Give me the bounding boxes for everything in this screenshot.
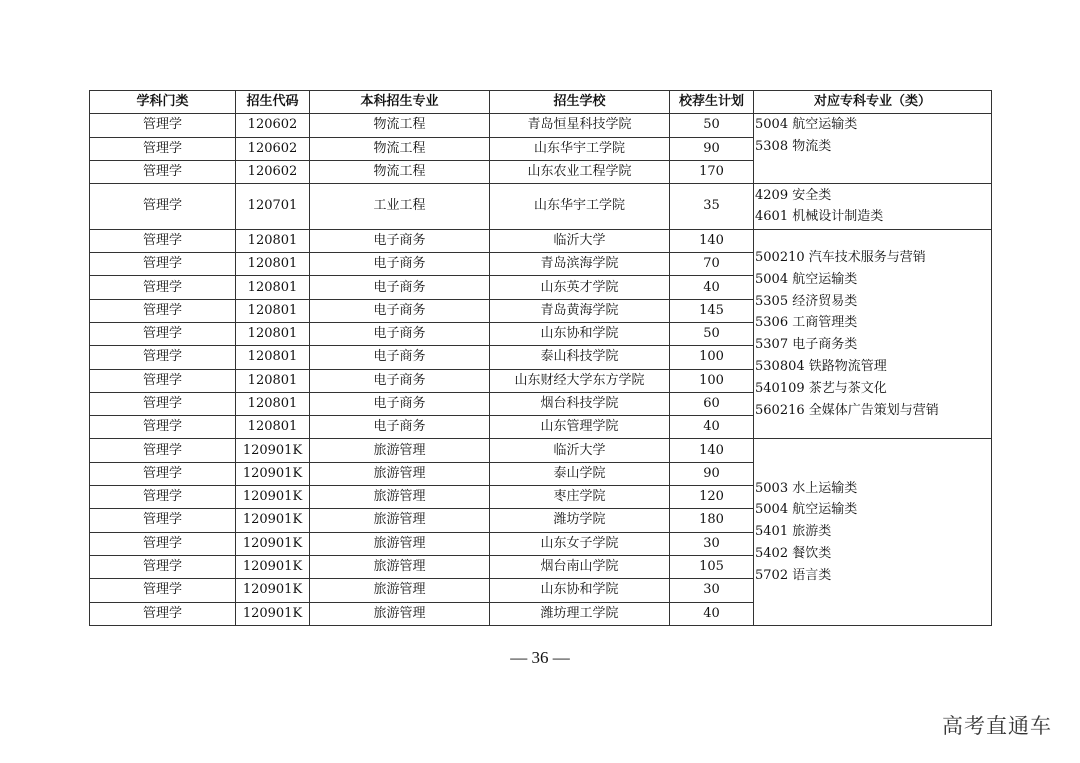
category-cell: 管理学 <box>90 299 236 322</box>
plan-cell: 145 <box>670 299 754 322</box>
related-major: 5003 水上运输类 <box>755 480 858 496</box>
enrollment-table <box>89 90 992 626</box>
major-cell: 物流工程 <box>310 114 490 137</box>
plan-cell: 40 <box>670 276 754 299</box>
plan-cell: 90 <box>670 137 754 160</box>
related-majors-cell <box>754 229 992 439</box>
category-cell: 管理学 <box>90 439 236 462</box>
school-cell: 青岛滨海学院 <box>490 253 670 276</box>
related-major: 5306 工商管理类 <box>755 315 858 331</box>
major-cell: 旅游管理 <box>310 486 490 509</box>
major-cell: 工业工程 <box>310 184 490 230</box>
plan-cell: 30 <box>670 532 754 555</box>
school-cell: 山东华宇工学院 <box>490 184 670 230</box>
table-row <box>90 114 992 137</box>
category-cell: 管理学 <box>90 160 236 183</box>
table-row <box>90 229 992 252</box>
related-major: 5004 航空运输类 <box>755 271 858 287</box>
school-cell: 泰山科技学院 <box>490 346 670 369</box>
plan-cell: 100 <box>670 369 754 392</box>
header-code: 招生代码 <box>236 91 310 114</box>
code-cell: 120901K <box>236 532 310 555</box>
plan-cell: 180 <box>670 509 754 532</box>
school-cell: 临沂大学 <box>490 439 670 462</box>
category-cell: 管理学 <box>90 532 236 555</box>
related-major: 5305 经济贸易类 <box>755 293 858 309</box>
related-major: 5307 电子商务类 <box>755 337 858 353</box>
category-cell: 管理学 <box>90 602 236 625</box>
school-cell: 山东女子学院 <box>490 532 670 555</box>
category-cell: 管理学 <box>90 555 236 578</box>
major-cell: 电子商务 <box>310 253 490 276</box>
code-cell: 120801 <box>236 416 310 439</box>
code-cell: 120801 <box>236 369 310 392</box>
major-cell: 旅游管理 <box>310 532 490 555</box>
category-cell: 管理学 <box>90 253 236 276</box>
school-cell: 潍坊理工学院 <box>490 602 670 625</box>
school-cell: 青岛恒星科技学院 <box>490 114 670 137</box>
code-cell: 120602 <box>236 114 310 137</box>
category-cell: 管理学 <box>90 346 236 369</box>
major-cell: 旅游管理 <box>310 579 490 602</box>
category-cell: 管理学 <box>90 416 236 439</box>
code-cell: 120901K <box>236 462 310 485</box>
table-row <box>90 439 992 462</box>
code-cell: 120801 <box>236 346 310 369</box>
watermark: 高考直通车 <box>942 714 1052 738</box>
plan-cell: 140 <box>670 439 754 462</box>
school-cell: 山东财经大学东方学院 <box>490 369 670 392</box>
related-major: 5401 旅游类 <box>755 524 832 540</box>
school-cell: 山东管理学院 <box>490 416 670 439</box>
major-cell: 旅游管理 <box>310 555 490 578</box>
related-major: 540109 茶艺与茶文化 <box>755 380 887 396</box>
code-cell: 120801 <box>236 299 310 322</box>
school-cell: 临沂大学 <box>490 229 670 252</box>
plan-cell: 70 <box>670 253 754 276</box>
plan-cell: 35 <box>670 184 754 230</box>
code-cell: 120701 <box>236 184 310 230</box>
code-cell: 120602 <box>236 160 310 183</box>
plan-cell: 100 <box>670 346 754 369</box>
major-cell: 电子商务 <box>310 369 490 392</box>
school-cell: 山东华宇工学院 <box>490 137 670 160</box>
header-school: 招生学校 <box>490 91 670 114</box>
plan-cell: 120 <box>670 486 754 509</box>
category-cell: 管理学 <box>90 369 236 392</box>
header-related: 对应专科专业（类） <box>754 91 992 114</box>
school-cell: 山东英才学院 <box>490 276 670 299</box>
major-cell: 物流工程 <box>310 160 490 183</box>
code-cell: 120901K <box>236 579 310 602</box>
major-cell: 旅游管理 <box>310 509 490 532</box>
plan-cell: 30 <box>670 579 754 602</box>
category-cell: 管理学 <box>90 184 236 230</box>
category-cell: 管理学 <box>90 322 236 345</box>
code-cell: 120901K <box>236 486 310 509</box>
header-category: 学科门类 <box>90 91 236 114</box>
related-major: 5308 物流类 <box>755 139 832 155</box>
code-cell: 120602 <box>236 137 310 160</box>
school-cell: 山东农业工程学院 <box>490 160 670 183</box>
major-cell: 旅游管理 <box>310 439 490 462</box>
major-cell: 电子商务 <box>310 322 490 345</box>
related-major: 5702 语言类 <box>755 567 832 583</box>
school-cell: 泰山学院 <box>490 462 670 485</box>
school-cell: 潍坊学院 <box>490 509 670 532</box>
category-cell: 管理学 <box>90 229 236 252</box>
related-major: 530804 铁路物流管理 <box>755 358 887 374</box>
major-cell: 电子商务 <box>310 416 490 439</box>
plan-cell: 60 <box>670 392 754 415</box>
related-major: 500210 汽车技术服务与营销 <box>755 249 926 265</box>
category-cell: 管理学 <box>90 486 236 509</box>
major-cell: 旅游管理 <box>310 602 490 625</box>
related-major: 5004 航空运输类 <box>755 117 858 133</box>
category-cell: 管理学 <box>90 114 236 137</box>
major-cell: 电子商务 <box>310 299 490 322</box>
category-cell: 管理学 <box>90 462 236 485</box>
code-cell: 120801 <box>236 392 310 415</box>
table-row <box>90 184 992 230</box>
plan-cell: 105 <box>670 555 754 578</box>
related-major: 4209 安全类 <box>755 187 832 203</box>
category-cell: 管理学 <box>90 392 236 415</box>
related-major: 5402 餐饮类 <box>755 546 832 562</box>
related-major: 5004 航空运输类 <box>755 502 858 518</box>
code-cell: 120801 <box>236 322 310 345</box>
plan-cell: 170 <box>670 160 754 183</box>
plan-cell: 90 <box>670 462 754 485</box>
school-cell: 山东协和学院 <box>490 322 670 345</box>
related-majors-cell <box>754 184 992 230</box>
code-cell: 120801 <box>236 253 310 276</box>
school-cell: 烟台南山学院 <box>490 555 670 578</box>
related-major: 560216 全媒体广告策划与营销 <box>755 402 939 418</box>
related-major: 4601 机械设计制造类 <box>755 209 884 225</box>
major-cell: 电子商务 <box>310 276 490 299</box>
related-majors-cell <box>754 439 992 625</box>
category-cell: 管理学 <box>90 579 236 602</box>
major-cell: 电子商务 <box>310 392 490 415</box>
major-cell: 旅游管理 <box>310 462 490 485</box>
school-cell: 青岛黄海学院 <box>490 299 670 322</box>
header-plan: 校荐生计划 <box>670 91 754 114</box>
code-cell: 120901K <box>236 439 310 462</box>
page-number: — 36 — <box>510 648 570 667</box>
category-cell: 管理学 <box>90 509 236 532</box>
category-cell: 管理学 <box>90 137 236 160</box>
school-cell: 烟台科技学院 <box>490 392 670 415</box>
major-cell: 物流工程 <box>310 137 490 160</box>
school-cell: 山东协和学院 <box>490 579 670 602</box>
plan-cell: 50 <box>670 322 754 345</box>
plan-cell: 40 <box>670 602 754 625</box>
category-cell: 管理学 <box>90 276 236 299</box>
code-cell: 120901K <box>236 555 310 578</box>
code-cell: 120801 <box>236 276 310 299</box>
school-cell: 枣庄学院 <box>490 486 670 509</box>
code-cell: 120901K <box>236 602 310 625</box>
major-cell: 电子商务 <box>310 229 490 252</box>
plan-cell: 50 <box>670 114 754 137</box>
plan-cell: 140 <box>670 229 754 252</box>
plan-cell: 40 <box>670 416 754 439</box>
code-cell: 120801 <box>236 229 310 252</box>
related-majors-cell <box>754 114 992 184</box>
code-cell: 120901K <box>236 509 310 532</box>
header-major: 本科招生专业 <box>310 91 490 114</box>
header-row <box>90 91 992 114</box>
major-cell: 电子商务 <box>310 346 490 369</box>
